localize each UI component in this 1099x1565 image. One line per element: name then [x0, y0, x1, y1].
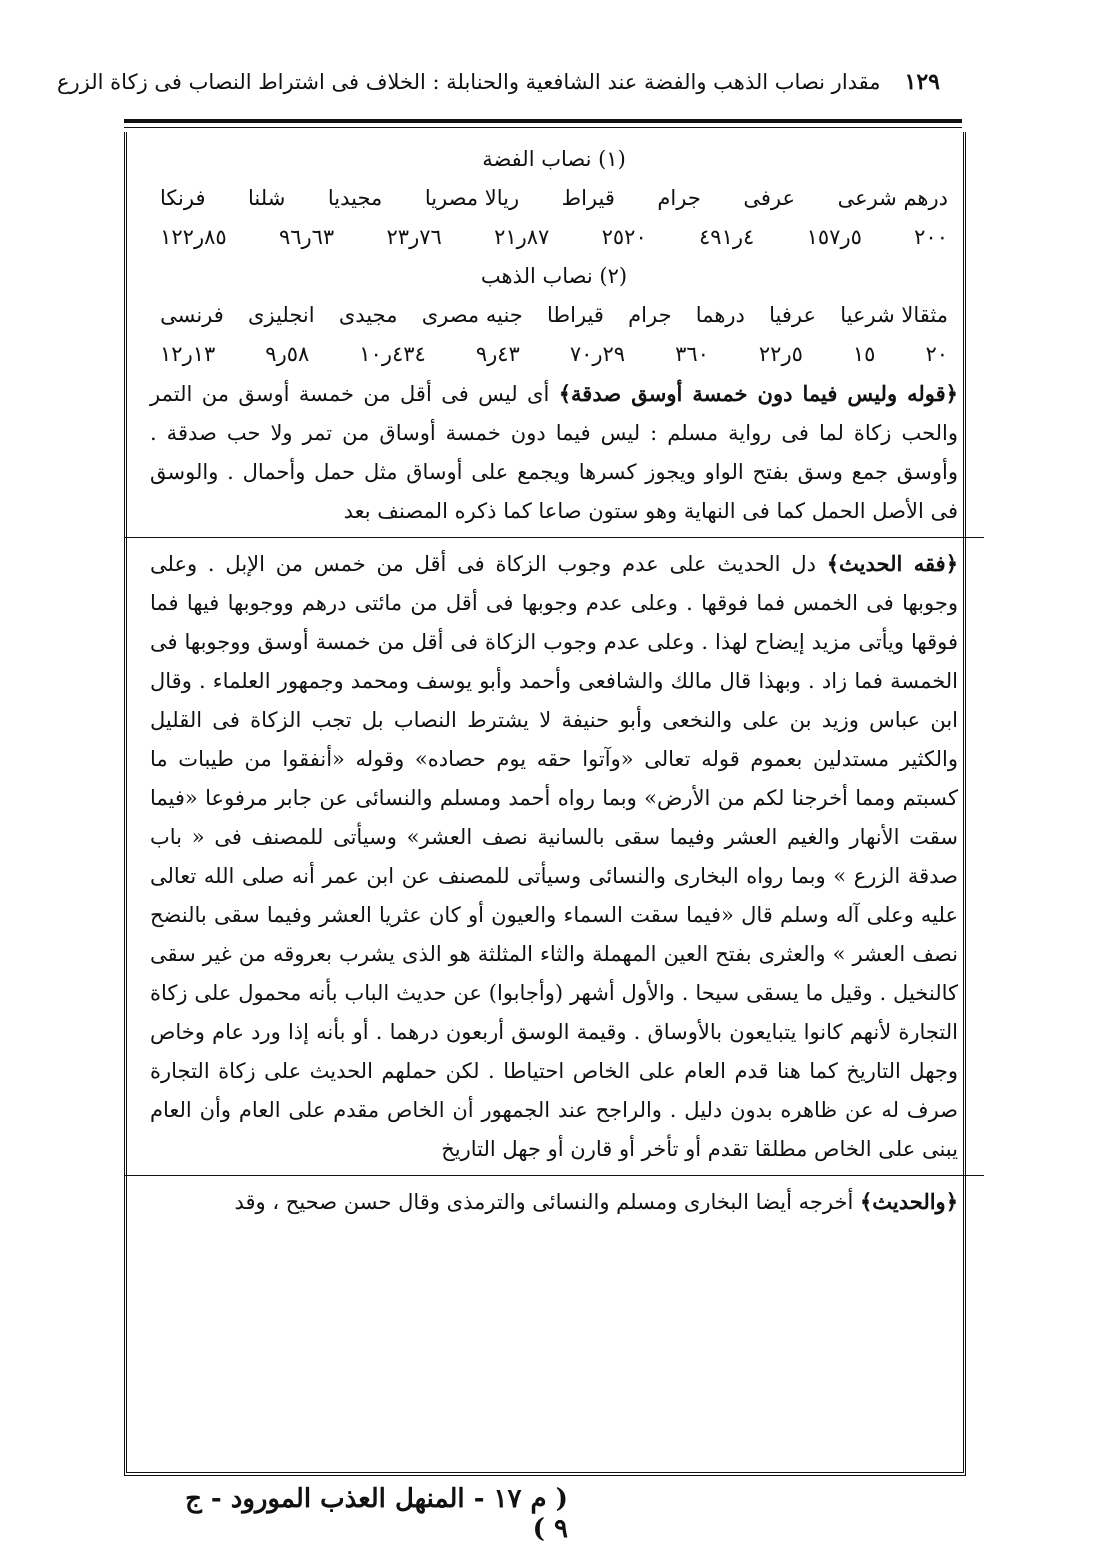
paragraph-lead: ﴿قوله وليس فيما دون خمسة أوسق صدقة﴾ [558, 381, 958, 406]
silver-unit: درهم شرعى [837, 186, 948, 210]
page-number: ١٢٩ [904, 69, 940, 95]
gold-units-row [150, 296, 958, 335]
gold-value: ١٥ [852, 342, 876, 366]
header-rule-thin [124, 127, 962, 128]
paragraph-fiqh [150, 544, 958, 1169]
silver-values-row [150, 218, 958, 257]
gold-unit: مجيدى [338, 303, 398, 327]
silver-value: ٢٠٠ [914, 225, 948, 249]
silver-heading: (١) نصاب الفضة [482, 147, 626, 171]
silver-unit: شلنا [248, 186, 286, 210]
silver-units-row [150, 179, 958, 218]
gold-value: ٤٣٤ر١٠ [359, 342, 426, 366]
gold-unit: مثقالا شرعيا [840, 303, 948, 327]
silver-unit: عرفى [743, 186, 796, 210]
silver-value: ٢٥٢٠ [601, 225, 647, 249]
gold-heading: (٢) نصاب الذهب [480, 264, 628, 288]
gold-value: ١٣ر١٢ [160, 342, 216, 366]
paragraph-text: دل الحديث على عدم وجوب الزكاة فى أقل من خمس من الإبل . وعلى وجوبها فى الخمس فما فوقها . وعلى عدم وجوبها فى أقل من مائتى درهم ووجوبها فيها فما فوقها ويأتى مزيد إيضاح لهذا . وعلى عدم وجوب الزكاة فى أقل من خمسة أوسق ووجوبها فى الخمسة فما زاد . وبهذا قال مالك والشافعى وأحمد وأبو يوسف ومحمد وجمهور العلماء . وقال ابن عباس وزيد بن على والنخعى وأبو حنيفة لا يشترط النصاب بل تجب الزكاة فى القليل والكثير مستدلين بعموم قوله تعالى «وآتوا حقه يوم حصاده» وقوله «أنفقوا من طيبات ما كسبتم ومما أخرجنا لكم من الأرض» وبما رواه أحمد ومسلم والنسائى عن جابر مرفوعا «فيما سقت الأنهار والغيم العشر وفيما سقى بالسانية نصف العشر» وسيأتى للمصنف فى « باب صدقة الزرع » وبما رواه البخارى والنسائى وسيأتى للمصنف عن ابن عمر أنه صلى الله تعالى عليه وعلى آله وسلم قال «فيما سقت السماء والعيون أو كان عثريا العشر وفيما سقى بالنضح نصف العشر » والعثرى بفتح العين المهملة والثاء المثلثة هو الذى يشرب بعروقه من غير سقى كالنخيل . وقيل ما يسقى سيحا . والأول أشهر (وأجابوا) عن حديث الباب بأنه محمول على زكاة التجارة لأنهم كانوا يتبايعون بالأوساق . وقيمة الوسق أربعون درهما . أو بأنه إذا ورد عام وخاص وجهل التاريخ كما هنا قدم العام على الخاص احتياطا . لكن حملهم الحديث على زكاة التجارة صرف له عن ظاهره بدون دليل . والراجح عند الجمهور أن الخاص مقدم على العام وأن العام يبنى على الخاص مطلقا تقدم أو تأخر أو قارن أو جهل التاريخ [150, 552, 958, 1161]
gold-value: ٥ر٢٢ [758, 342, 803, 366]
gold-values-row [150, 335, 958, 374]
silver-value: ٨٧ر٢١ [494, 225, 550, 249]
gold-unit: قيراطا [547, 303, 604, 327]
gold-unit: جرام [628, 303, 672, 327]
gold-value: ٢٩ر٧٠ [569, 342, 626, 366]
section-divider [124, 1175, 984, 1176]
signature-mark: ( م ١٧ - المنهل العذب المورود - ج ٩ ) [185, 1484, 568, 1544]
section-divider [124, 537, 984, 538]
gold-unit: فرنسى [160, 303, 224, 327]
silver-value: ٦٣ر٩٦ [278, 225, 335, 249]
silver-value: ٧٦ر٢٣ [386, 225, 442, 249]
paragraph-lead: ﴿والحديث﴾ [859, 1189, 958, 1214]
paragraph-text: أى ليس فى أقل من خمسة أوسق من التمر والحب زكاة لما فى رواية مسلم : ليس فيما دون خمسة أوساق من تمر ولا حب صدقة . وأوسق جمع وسق بفتح الواو ويجوز كسرها ويجمع على أوساق مثل حمل وأحمال . والوسق فى الأصل الحمل كما فى النهاية وهو ستون صاعا كما ذكره المصنف بعد [150, 382, 958, 523]
gold-value: ٢٠ [925, 342, 948, 366]
gold-unit: انجليزى [248, 303, 315, 327]
silver-value: ٤ر٤٩١ [699, 225, 755, 249]
silver-unit: ريالا مصريا [424, 186, 520, 210]
paragraph-qawluhu [150, 374, 958, 531]
silver-unit: مجيديا [327, 186, 383, 210]
paragraph-text: أخرجه أيضا البخارى ومسلم والنسائى والترمذى وقال حسن صحيح ، وقد [234, 1190, 860, 1214]
silver-value: ٨٥ر١٢٢ [160, 225, 227, 249]
page-body [150, 140, 958, 1222]
gold-value: ٥٨ر٩ [265, 342, 310, 366]
gold-unit: عرفيا [769, 303, 817, 327]
gold-unit: درهما [695, 303, 745, 327]
running-header [57, 62, 940, 102]
header-rule [124, 119, 962, 123]
gold-unit: جنيه مصرى [421, 303, 523, 327]
paragraph-hadith [150, 1182, 958, 1222]
gold-value: ٤٣ر٩ [475, 342, 520, 366]
silver-value: ٥ر١٥٧ [806, 225, 862, 249]
silver-unit: جرام [657, 186, 701, 210]
silver-unit: فرنكا [160, 186, 206, 210]
gold-value: ٣٦٠ [675, 342, 709, 366]
running-title: مقدار نصاب الذهب والفضة عند الشافعية والحنابلة : الخلاف فى اشتراط النصاب فى زكاة الزرع [57, 70, 881, 94]
silver-unit: قيراط [561, 186, 615, 210]
paragraph-lead: ﴿فقه الحديث﴾ [826, 551, 958, 576]
